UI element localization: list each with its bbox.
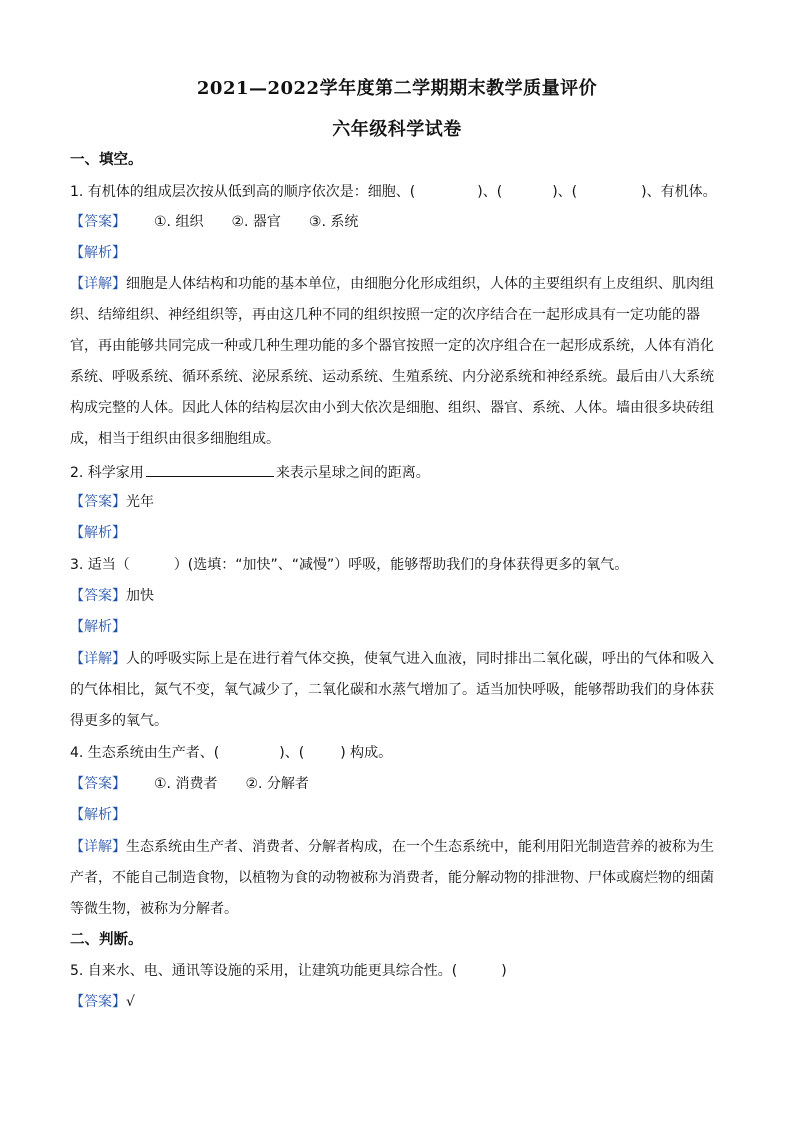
q1-text-a: 1. 有机体的组成层次按从低到高的顺序依次是：细胞、( xyxy=(70,184,416,200)
section-judgement-title: 二、判断。 xyxy=(70,932,143,948)
q1-detail-line-6: 成，相当于组织由很多细胞组成。 xyxy=(70,431,280,447)
analysis-tag: 【解析】 xyxy=(70,619,126,635)
answer-tag: 【答案】 xyxy=(70,994,126,1010)
q1-text-b: )、( xyxy=(477,184,503,200)
q4-detail-line-3: 等微生物，被称为分解者。 xyxy=(70,901,238,917)
question-2 xyxy=(70,462,720,483)
q3-answer-line xyxy=(70,586,720,606)
q2-answer: 光年 xyxy=(126,494,154,510)
q3-detail-line-1 xyxy=(70,649,720,669)
analysis-tag: 【解析】 xyxy=(70,807,126,823)
question-1 xyxy=(70,182,720,202)
q5-answer: √ xyxy=(126,994,135,1010)
q3-detail-line-3: 得更多的氧气。 xyxy=(70,713,168,729)
question-4 xyxy=(70,743,720,763)
q1-analysis-line xyxy=(70,243,720,263)
answer-tag: 【答案】 xyxy=(70,214,126,230)
detail-tag: 【详解】 xyxy=(70,276,126,292)
q4-answer: ①. 消费者 ②. 分解者 xyxy=(154,776,309,792)
question-5 xyxy=(70,961,720,981)
q5-text-a: 5. 自来水、电、通讯等设施的采用，让建筑功能更具综合性。( xyxy=(70,963,458,979)
q5-answer-line xyxy=(70,992,720,1012)
answer-tag: 【答案】 xyxy=(70,494,126,510)
q2-text-a: 2. 科学家用 xyxy=(70,465,144,481)
q1-detail-line-3: 官，再由能够共同完成一种或几种生理功能的多个器官按照一定的次序组合在一起形成系统，人体有消化 xyxy=(70,338,714,354)
q2-answer-line xyxy=(70,492,720,512)
q3-answer: 加快 xyxy=(126,588,154,604)
q2-analysis-line xyxy=(70,523,720,543)
question-3 xyxy=(70,555,720,575)
q1-text-c: )、( xyxy=(552,184,578,200)
q1-detail-line-4: 系统、呼吸系统、循环系统、泌尿系统、运动系统、生殖系统、内分泌系统和神经系统。最后由八大系统 xyxy=(70,369,714,385)
q4-text-c: ) 构成。 xyxy=(340,745,393,761)
q4-text-a: 4. 生态系统由生产者、( xyxy=(70,745,220,761)
answer-tag: 【答案】 xyxy=(70,588,126,604)
q4-detail-line-1 xyxy=(70,837,720,857)
q1-detail-line-1 xyxy=(70,274,720,294)
q3-text-a: 3. 适当（ xyxy=(70,557,130,573)
detail-tag: 【详解】 xyxy=(70,651,126,667)
exam-title: 2021—2022学年度第二学期期末教学质量评价 xyxy=(196,78,598,99)
analysis-tag: 【解析】 xyxy=(70,525,126,541)
answer-tag: 【答案】 xyxy=(70,776,126,792)
q3-text-b: ）(选填：“加快”、“减慢”）呼吸，能够帮助我们的身体获得更多的氧气。 xyxy=(173,557,629,573)
q4-analysis-line xyxy=(70,805,720,825)
q5-text-b: ) xyxy=(501,963,507,979)
q4-detail-line-2: 产者，不能自己制造食物，以植物为食的动物被称为消费者，能分解动物的排泄物、尸体或腐烂物的细菌 xyxy=(70,870,714,886)
q3-analysis-line xyxy=(70,617,720,637)
q1-answer-line xyxy=(70,212,720,232)
section-fill-blank-title: 一、填空。 xyxy=(70,152,143,168)
analysis-tag: 【解析】 xyxy=(70,245,126,261)
q4-detail-text-1: 生态系统由生产者、消费者、分解者构成，在一个生态系统中，能利用阳光制造营养的被称为生 xyxy=(126,839,714,855)
q2-blank-underline xyxy=(146,462,274,477)
detail-tag: 【详解】 xyxy=(70,839,126,855)
q1-answer: ①. 组织 ②. 器官 ③. 系统 xyxy=(154,214,359,230)
q1-detail-text-1: 细胞是人体结构和功能的基本单位，由细胞分化形成组织，人体的主要组织有上皮组织、肌肉组 xyxy=(126,276,714,292)
q2-text-b: 来表示星球之间的距离。 xyxy=(275,465,430,481)
q3-detail-line-2: 的气体相比，氮气不变，氧气减少了，二氧化碳和水蒸气增加了。适当加快呼吸，能够帮助我们的身体获 xyxy=(70,682,714,698)
q4-answer-line xyxy=(70,774,720,794)
q3-detail-text-1: 人的呼吸实际上是在进行着气体交换，使氧气进入血液，同时排出二氧化碳，呼出的气体和吸入 xyxy=(126,651,714,667)
q1-detail-line-5: 构成完整的人体。因此人体的结构层次由小到大依次是细胞、组织、器官、系统、人体。墙由很多块砖组 xyxy=(70,400,714,416)
q1-detail-line-2: 织、结缔组织、神经组织等，再由这几种不同的组织按照一定的次序结合在一起形成具有一定功能的器 xyxy=(70,307,700,323)
q1-text-d: )、有机体。 xyxy=(641,184,717,200)
q4-text-b: )、( xyxy=(279,745,305,761)
exam-subtitle: 六年级科学试卷 xyxy=(332,119,462,140)
